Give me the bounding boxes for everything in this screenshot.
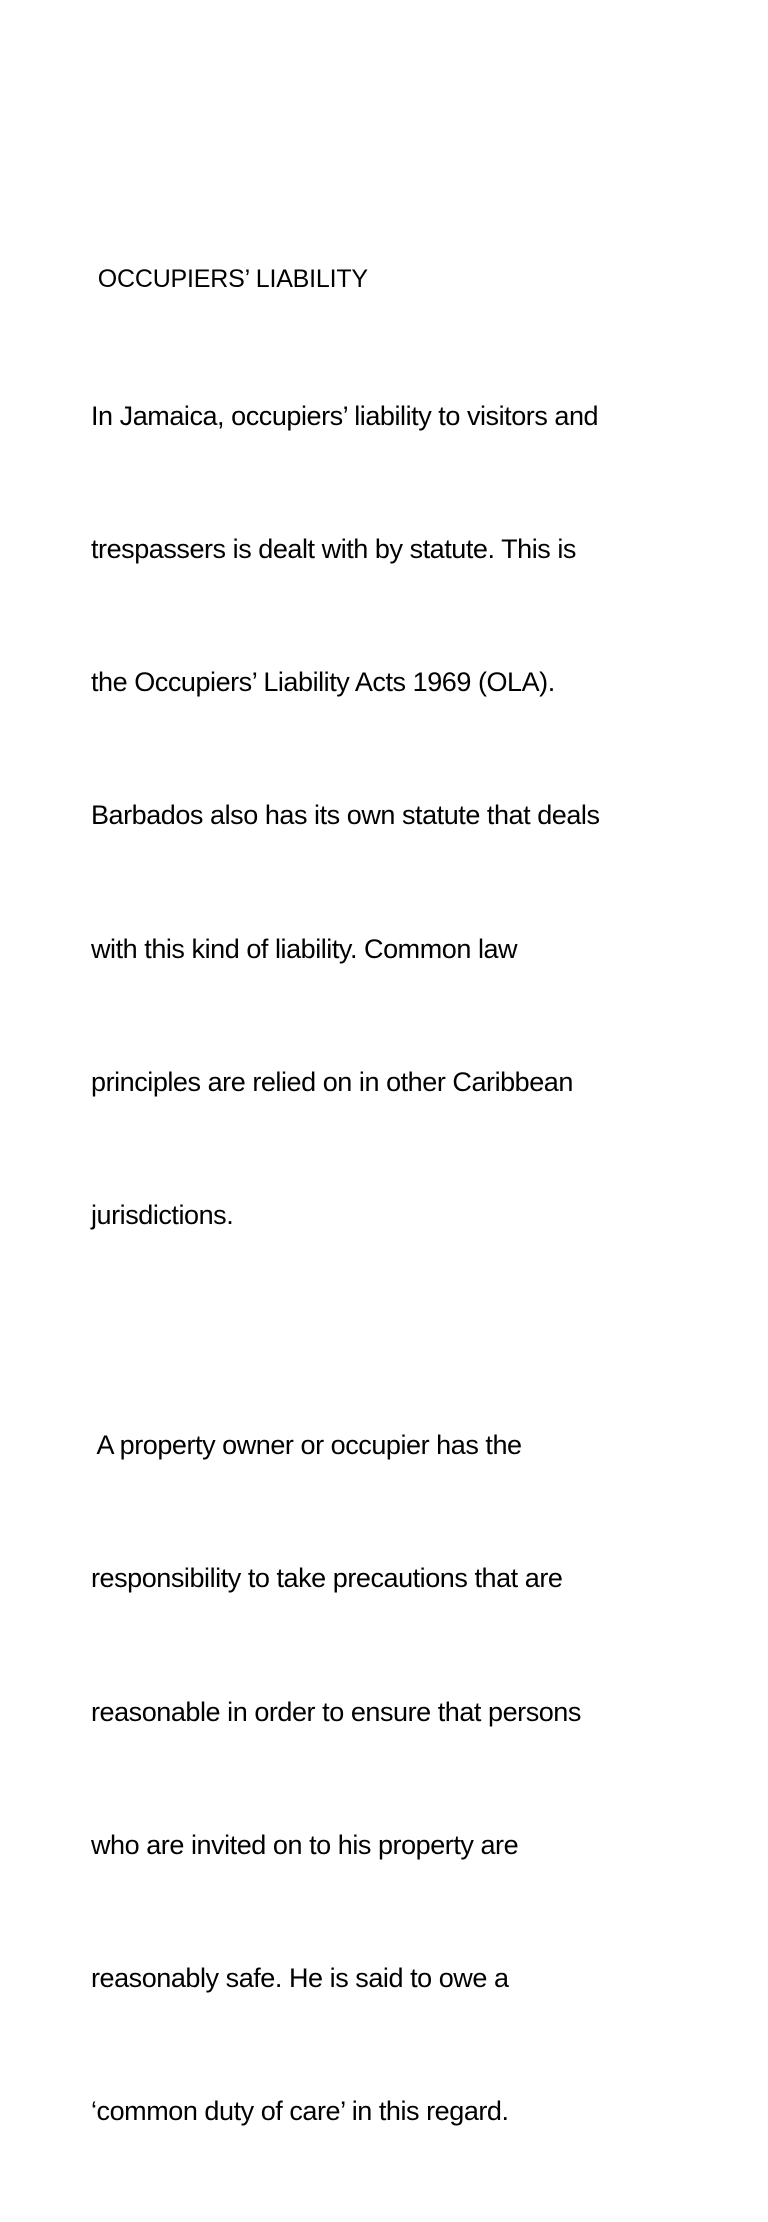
paragraph-jamaica-statute: [91, 305, 698, 1326]
text-line: trespassers is dealt with by statute. This is: [91, 534, 576, 565]
text-line: reasonable in order to ensure that persons: [91, 1696, 581, 1727]
text-line: the Occupiers’ Liability Acts 1969 (OLA).: [91, 667, 555, 698]
paragraph-duty-of-care: [91, 1334, 698, 2222]
text-line: reasonably safe. He is said to owe a: [91, 1963, 509, 1994]
text-line: ‘common duty of care’ in this regard.: [91, 2096, 509, 2127]
text-line: jurisdictions.: [91, 1200, 234, 1231]
text-line: In Jamaica, occupiers’ liability to visitors and: [91, 400, 599, 431]
text-line: principles are relied on in other Caribbean: [91, 1066, 573, 1097]
text-line: with this kind of liability. Common law: [91, 933, 518, 964]
text-line: responsibility to take precautions that are: [91, 1563, 563, 1594]
text-line: A property owner or occupier has the: [91, 1430, 522, 1461]
document-heading: OCCUPIERS’ LIABILITY: [91, 265, 368, 293]
text-line: who are invited on to his property are: [91, 1829, 519, 1860]
text-line: Barbados also has its own statute that deals: [91, 800, 600, 831]
